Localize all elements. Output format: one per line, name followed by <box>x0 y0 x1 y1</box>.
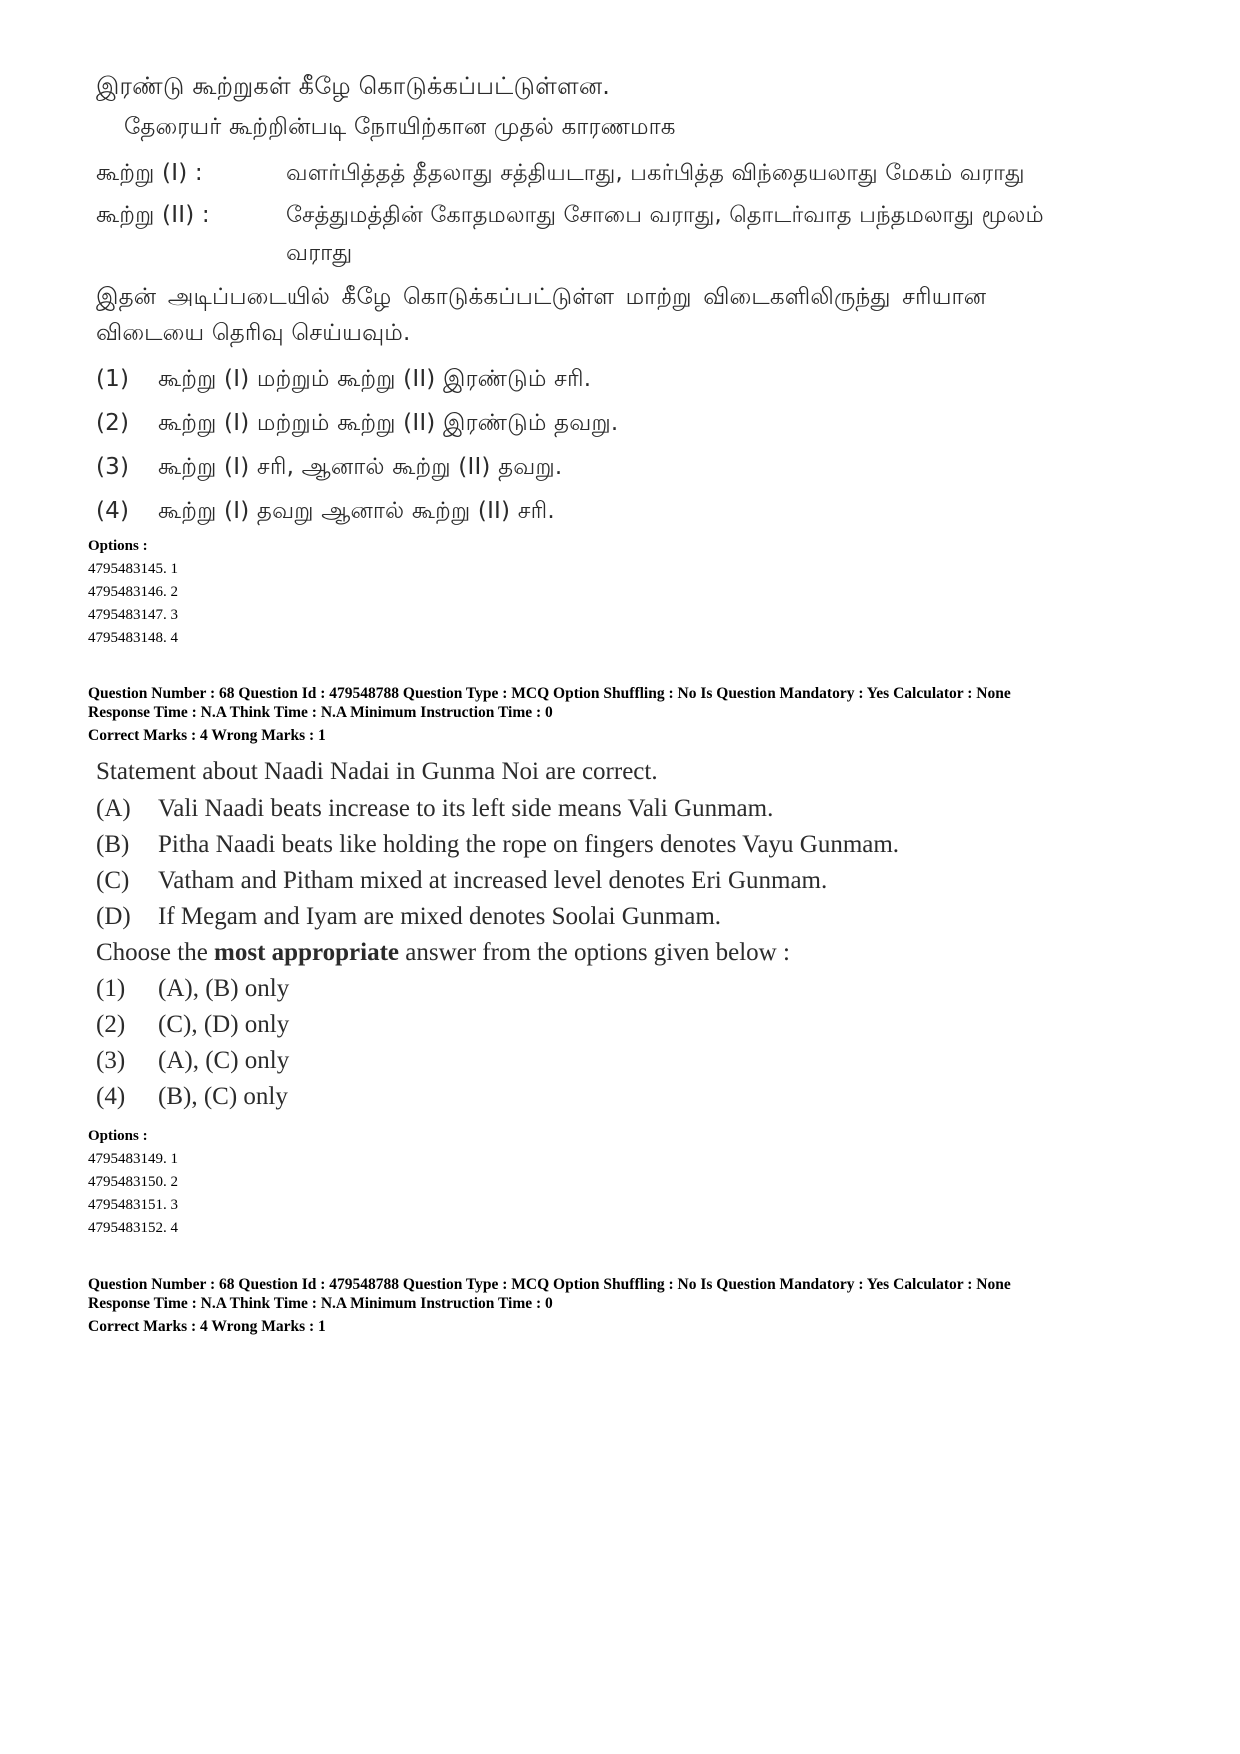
q67-option-3: 4795483147. 3 <box>88 607 178 623</box>
q68a-option-2: 4795483150. 2 <box>88 1174 178 1190</box>
q67-instruction-2: விடையை தெரிவு செய்யவும். <box>96 320 411 346</box>
q67-option-2: 4795483146. 2 <box>88 584 178 600</box>
q68a-choice-2 <box>96 1011 289 1039</box>
q67-choice-2 <box>96 410 618 439</box>
q68a-option-1: 4795483149. 1 <box>88 1151 178 1167</box>
q68a-meta-line1: Question Number : 68 Question Id : 479548788 Question Type : MCQ Option Shuffling : No Is Question Mandatory : Yes Calculator : None <box>88 685 1011 702</box>
choice-text: (A), (C) only <box>158 1047 290 1074</box>
choice-text: கூற்று (I) சரி, ஆனால் கூற்று (II) தவறு. <box>158 454 563 480</box>
q67-choice-3 <box>96 454 562 483</box>
choice-text: கூற்று (I) தவறு ஆனால் கூற்று (II) சரி. <box>158 498 555 524</box>
choice-number: (3) <box>96 1047 126 1074</box>
q68b-marks: Correct Marks : 4 Wrong Marks : 1 <box>88 1318 326 1335</box>
statement-text: Vatham and Pitham mixed at increased level denotes Eri Gunmam. <box>158 867 828 894</box>
choice-text: கூற்று (I) மற்றும் கூற்று (II) இரண்டும் தவறு. <box>158 410 619 436</box>
choose-prefix: Choose the <box>96 939 215 966</box>
q67-option-1: 4795483145. 1 <box>88 561 178 577</box>
choice-number: (1) <box>96 366 130 392</box>
q67-option-4: 4795483148. 4 <box>88 630 178 646</box>
q67-statement1-text: வளர்பித்தத் தீதலாது சத்தியடாது, பகர்பித்த விந்தையலாது மேகம் வராது <box>286 160 1025 186</box>
statement-text: Vali Naadi beats increase to its left side means Vali Gunmam. <box>158 795 774 822</box>
choose-emphasis: most appropriate <box>214 939 399 966</box>
q67-subtitle: தேரையர் கூற்றின்படி நோயிற்கான முதல் காரணமாக <box>124 114 676 140</box>
choice-text: (B), (C) only <box>158 1083 288 1110</box>
choice-number: (3) <box>96 454 130 480</box>
q68a-statement-d <box>96 903 721 931</box>
q68a-statement-c <box>96 867 827 895</box>
q68a-statement-a <box>96 795 773 823</box>
q67-statement2-label: கூற்று (II) : <box>96 202 210 228</box>
q67-statement1-label: கூற்று (I) : <box>96 160 203 186</box>
q68a-choice-3 <box>96 1047 289 1075</box>
q68a-stem: Statement about Naadi Nadai in Gunma Noi are correct. <box>96 758 658 785</box>
choose-suffix: answer from the options given below : <box>399 939 790 966</box>
q68a-choice-1 <box>96 975 289 1003</box>
q68a-option-3: 4795483151. 3 <box>88 1197 178 1213</box>
statement-label: (D) <box>96 903 131 930</box>
choice-number: (2) <box>96 410 130 436</box>
choice-number: (1) <box>96 975 126 1002</box>
statement-text: If Megam and Iyam are mixed denotes Soolai Gunmam. <box>158 903 722 930</box>
q68a-choose-instruction <box>96 939 790 967</box>
q67-statement2-text-2: வராது <box>286 240 353 266</box>
choice-text: (A), (B) only <box>158 975 290 1002</box>
statement-label: (B) <box>96 831 130 858</box>
q67-choice-1 <box>96 366 591 395</box>
q68a-marks: Correct Marks : 4 Wrong Marks : 1 <box>88 727 326 744</box>
choice-number: (2) <box>96 1011 126 1038</box>
q67-choice-4 <box>96 498 555 527</box>
choice-text: (C), (D) only <box>158 1011 290 1038</box>
q68b-meta-line2: Response Time : N.A Think Time : N.A Minimum Instruction Time : 0 <box>88 1295 553 1312</box>
q68a-choice-4 <box>96 1083 288 1111</box>
q68a-options-label: Options : <box>88 1128 148 1144</box>
q67-instruction-1: இதன் அடிப்படையில் கீழே கொடுக்கப்பட்டுள்ள மாற்று விடைகளிலிருந்து சரியான <box>96 284 987 310</box>
q68a-statement-b <box>96 831 899 859</box>
q68a-option-4: 4795483152. 4 <box>88 1220 178 1236</box>
statement-text: Pitha Naadi beats like holding the rope on fingers denotes Vayu Gunmam. <box>158 831 900 858</box>
q67-statement2-text-1: சேத்துமத்தின் கோதமலாது சோபை வராது, தொடர்வாத பந்தமலாது மூலம் <box>286 202 1044 228</box>
choice-number: (4) <box>96 1083 126 1110</box>
statement-label: (A) <box>96 795 131 822</box>
q68a-meta-line2: Response Time : N.A Think Time : N.A Minimum Instruction Time : 0 <box>88 704 553 721</box>
q67-options-label: Options : <box>88 538 148 554</box>
q67-question-image <box>96 0 1196 540</box>
statement-label: (C) <box>96 867 130 894</box>
choice-text: கூற்று (I) மற்றும் கூற்று (II) இரண்டும் சரி. <box>158 366 592 392</box>
q67-intro: இரண்டு கூற்றுகள் கீழே கொடுக்கப்பட்டுள்ளன. <box>96 72 611 100</box>
choice-number: (4) <box>96 498 130 524</box>
q68b-meta-line1: Question Number : 68 Question Id : 479548788 Question Type : MCQ Option Shuffling : No Is Question Mandatory : Yes Calculator : None <box>88 1276 1011 1293</box>
